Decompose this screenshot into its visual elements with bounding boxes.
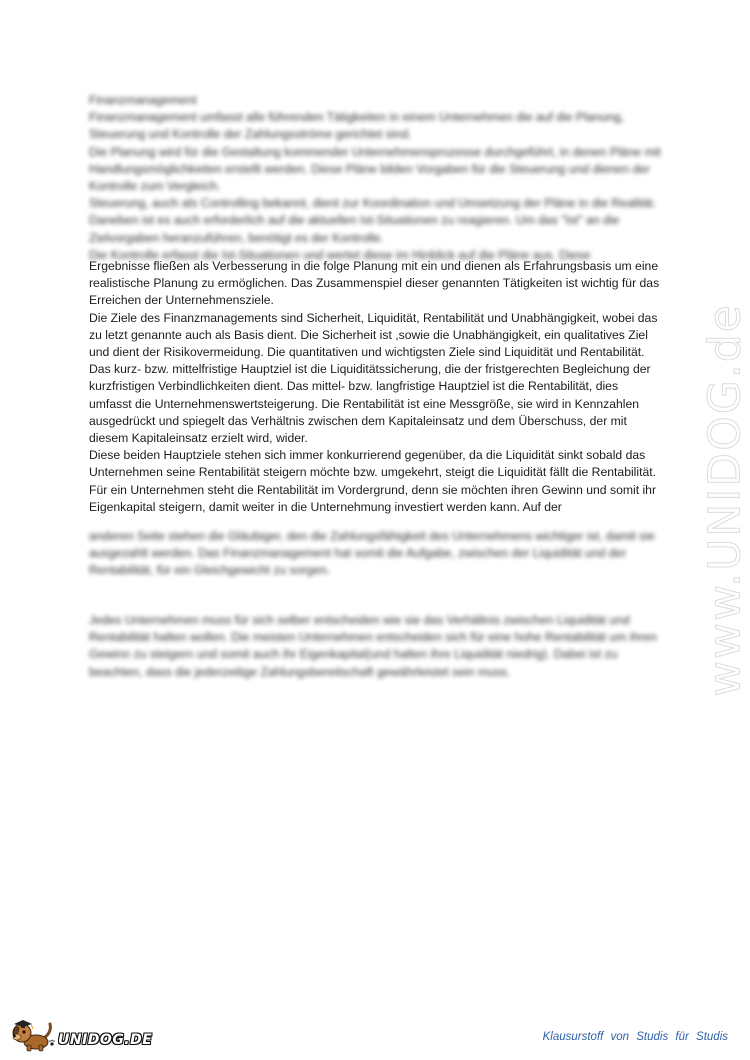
blurred-text-top: Finanzmanagement Finanzmanagement umfasst alle führenden Tätigkeiten in einem Unternehmen die auf die Planung, Steuerung und Kontrolle der Zahlungsströme gerichtet sind. Die Planung wird für die Gestaltung kommender Unternehmensprozesse durchgeführt, in denen Pläne mit Handlungsmöglichkeiten erstellt werden. Diese Pläne bilden Vorgaben für die Steuerung und dienen der Kontrolle zum Vergleich. Steuerung, auch als Controlling bekannt, dient zur Koordination und Umsetzung der Pläne in die Realität. Daneben ist es auch erforderlich auf die aktuellen Ist-Situationen zu reagieren. Um das "Ist" an die Zielvorgaben heranzuführen, benötigt es der Kontrolle. Die Kontrolle erfasst die Ist-Situationen und wertet diese im Hinblick auf die Pläne aus. Diese <box>89 93 661 262</box>
dog-mascot-icon <box>8 1016 56 1052</box>
footer-tagline: Klausurstoff von Studis für Studis <box>542 1031 728 1043</box>
logo-text: UNIDOG.DE <box>58 1032 153 1048</box>
watermark-text: www.UNIDOG.de <box>699 303 750 697</box>
watermark <box>699 270 750 730</box>
document-body-text: Ergebnisse fließen als Verbesserung in die folge Planung mit ein und dienen als Erfahrungsbasis um eine realistische Planung zu ermöglichen. Das Zusammenspiel dieser genannten Tätigkeiten ist wichtig für das Erreichen der Unternehmensziele. Die Ziele des Finanzmanagements sind Sicherheit, Liquidität, Rentabilität und Unabhängigkeit, wobei das zu letzt genannte auch als Basis dient. Die Sicherheit ist ,sowie die Unabhängigkeit, ein qualitatives Ziel und dient der Risikovermeidung. Die quantitativen und wichtigsten Ziele sind Liquidität und Rentabilität. Das kurz- bzw. mittelfristige Hauptziel ist die Liquiditätssicherung, die der fristgerechten Begleichung der kurzfristigen Verbindlichkeiten dient. Das mittel- bzw. langfristige Hauptziel ist die Rentabilität, dies umfasst die Unternehmenswertsteigerung. Die Rentabilität ist eine Messgröße, sie wird in Kennzahlen ausgedrückt und spiegelt das Verhältnis zwischen dem Kapitaleinsatz und dem Überschuss, der mit diesem Kapitaleinsatz erzielt wird, wider. Diese beiden Hauptziele stehen sich immer konkurrierend gegenüber, da die Liquidität sinkt sobald das Unternehmen seine Rentabilität steigern möchte bzw. umgekehrt, steigt die Liquidität fällt die Rentabilität. Für ein Unternehmen steht die Rentabilität im Vordergrund, denn sie möchten ihren Gewinn und somit ihr Eigenkapital steigern, damit weiter in die Unternehmung investiert werden kann. Auf der <box>89 259 660 514</box>
blurred-text-bottom: Jedes Unternehmen muss für sich selber entscheiden wie sie das Verhältnis zwischen Liquidität und Rentabilität halten wollen. Die meisten Unternehmen entscheiden sich für eine hohe Rentabilität um ihren Gewinn zu steigern und somit auch ihr Eigenkapital(und halten ihre Liquidität niedrig). Dabei ist zu beachten, dass die jederzeitige Zahlungsbereitschaft gewährleistet sein muss. <box>89 613 657 679</box>
unidog-logo <box>8 1016 158 1052</box>
blurred-text-middle: anderen Seite stehen die Gläubiger, den die Zahlungsfähigkeit des Unternehmens wichtiger ist, damit sie ausgezahlt werden. Das Finanzmanagement hat somit die Aufgabe, zwischen der Liquidität und der Rentabilität, für ein Gleichgewicht zu sorgen. <box>89 529 655 578</box>
